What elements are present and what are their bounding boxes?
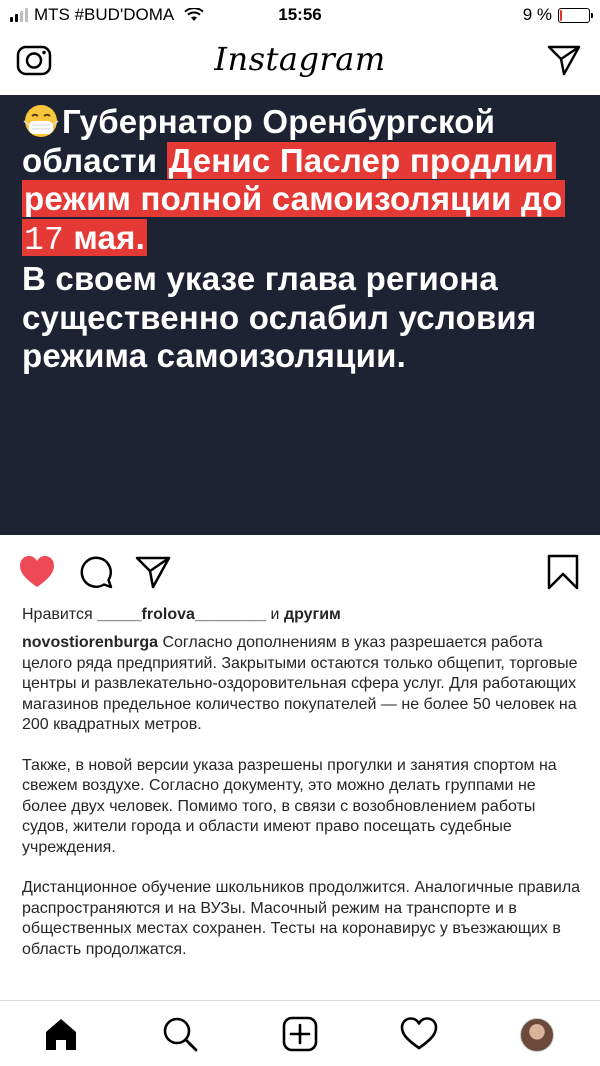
post-line-1: Губернатор Оренбургской [62,103,496,140]
carrier-name: MTS #BUD'DOMA [34,5,175,24]
bookmark-icon[interactable] [544,553,582,591]
liked-by-username[interactable]: _____frolova________ [97,606,267,623]
search-icon[interactable] [161,1015,199,1053]
post-highlight-end [22,218,147,259]
caption-paragraph-3: Дистанционное обучение школьников продолжится. Аналогичные правила распространяются и на ВУЗы. Масочный режим на транспорте и в общественных местах сохранен. Тесты на коронавирус у въезжающих в область продолжатся. [22,879,581,958]
post-line-2-plain: области [22,141,158,179]
status-time: 15:56 [278,5,322,24]
post-image[interactable] [0,95,600,535]
direct-send-icon[interactable] [546,42,582,78]
status-right [523,5,590,25]
new-post-icon[interactable] [281,1015,319,1053]
likes-prefix: Нравится [22,606,93,623]
mask-face-emoji-icon [22,104,60,138]
activity-heart-icon[interactable] [400,1015,438,1053]
home-icon[interactable] [42,1015,80,1053]
post-actions [0,545,600,600]
battery-level [560,10,562,21]
likes-others-link[interactable]: другим [283,606,341,623]
post-caption [22,633,582,980]
app-header [0,30,600,90]
battery-icon [558,8,590,23]
share-icon[interactable] [134,553,172,591]
bottom-nav [0,1000,600,1066]
heart-filled-icon[interactable] [18,553,56,591]
post-highlight-number: 17 [24,221,65,259]
post-highlight-a: Денис Паслер продлил [168,141,555,179]
caption-paragraph-2: Также, в новой версии указа разрешены прогулки и занятия спортом на свежем воздухе. Согласно документу, это можно делать группами не более двух человек. Помимо того, в связи с возобновлением работы судов, жители города и области имеют право посещать судебные учреждения. [22,756,557,856]
post-image-text [22,103,587,376]
caption-username[interactable]: novostiorenburga [22,634,159,651]
post-paragraph-2: В своем указе глава региона существенно ослабил условия режима самоизоляции. [22,260,537,374]
likes-suffix: и [270,606,280,623]
likes-line[interactable] [22,606,341,624]
post-highlight-b: режим полной самоизоляции до [24,180,563,217]
instagram-logo: Instagram [214,40,386,78]
caption-text-1: Согласно дополнениям в указ разрешается работа целого ряда предприятий. Закрытыми остаются только общепит, торговые центры и развлекательно-оздоровительная сфера услуг. Для работающих магазинов предельное количество покупателей — не более 50 человек на 200 квадратных метров. [22,634,578,733]
profile-avatar[interactable] [520,1018,554,1052]
battery-percent: 9 % [522,5,552,24]
status-bar [0,0,600,30]
comment-icon[interactable] [77,553,115,591]
caption-paragraph-1 [22,633,582,736]
post-highlight-c: мая. [64,218,145,256]
